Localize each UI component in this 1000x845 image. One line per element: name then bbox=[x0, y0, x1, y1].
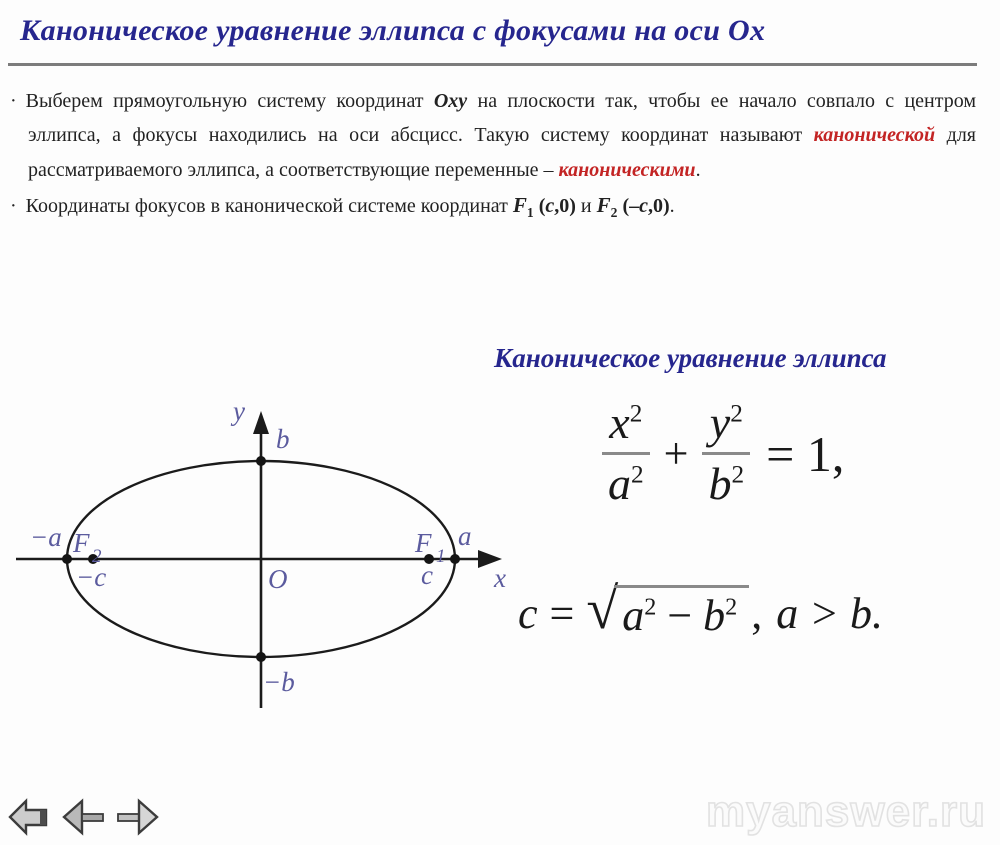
b-top-label: b bbox=[276, 424, 290, 454]
c-variable: c bbox=[518, 588, 538, 638]
previous-arrow-tail bbox=[82, 814, 103, 821]
vertex-bottom-dot bbox=[256, 652, 266, 662]
denominator-b-squared: $b^2$ bbox=[708, 458, 745, 510]
slide-title: Каноническое уравнение эллипса с фокусами на оси Ox bbox=[20, 14, 766, 47]
a-right-label: a bbox=[458, 521, 472, 551]
text-segment: Выберем прямоугольную систему координат bbox=[25, 90, 434, 112]
minus-b-label: −b bbox=[263, 667, 295, 697]
fraction-bar bbox=[602, 452, 650, 455]
watermark: myanswer.ru bbox=[705, 787, 986, 836]
x-axis-label: x bbox=[494, 563, 506, 593]
oxy-variable: Oxy bbox=[433, 90, 468, 112]
paragraph-foci-coordinates bbox=[10, 187, 976, 224]
back-block-arrow-button[interactable] bbox=[8, 798, 52, 838]
text-segment: на плоскости так, чтобы ее начало совпало с центром эллипса, а фокусы находились на оси абсцисс. Такую систему координат называют bbox=[28, 90, 976, 147]
text-segment: ,0) bbox=[554, 195, 576, 218]
vertex-right-dot bbox=[450, 554, 460, 564]
equation-heading: Каноническое уравнение эллипса bbox=[494, 343, 887, 373]
text-segment: . bbox=[669, 195, 675, 218]
vertex-top-dot bbox=[256, 456, 266, 466]
focus-f2-subscript: 2 bbox=[92, 546, 102, 567]
focus-f1-subscript: 1 bbox=[436, 546, 446, 567]
numerator-x-squared: $x^2$ bbox=[609, 397, 643, 448]
fraction-x-over-a bbox=[602, 399, 650, 509]
text-segment: (– bbox=[617, 195, 640, 218]
radical-sign: √ bbox=[586, 576, 619, 641]
square-root bbox=[586, 576, 749, 641]
equation-rhs: = 1, bbox=[766, 425, 845, 482]
canonical-ellipse-equation bbox=[598, 399, 844, 509]
title-underline bbox=[8, 63, 977, 66]
comma: , bbox=[751, 588, 763, 638]
next-slide-button[interactable] bbox=[116, 798, 160, 838]
navigation-bar bbox=[8, 798, 160, 838]
text-segment: Координаты фокусов в канонической системе координат bbox=[25, 195, 513, 218]
c-variable: c bbox=[545, 195, 555, 218]
vertex-left-dot bbox=[62, 554, 72, 564]
c-right-label: c bbox=[421, 560, 433, 590]
origin-label: O bbox=[268, 564, 288, 594]
minus-c-label: −c bbox=[76, 562, 107, 592]
focal-distance-equation bbox=[518, 576, 883, 641]
y-axis-label: y bbox=[233, 398, 245, 426]
condition-a-greater-b: a > b. bbox=[776, 588, 883, 638]
focus-f1-label: F bbox=[415, 528, 432, 558]
focus-f1-symbol: F bbox=[512, 193, 527, 218]
minus-a-label: −a bbox=[30, 522, 62, 552]
numerator-y-squared: $y^2$ bbox=[709, 397, 743, 448]
y-axis-arrowhead-icon bbox=[253, 411, 269, 434]
text-segment: . bbox=[695, 158, 701, 181]
equals-sign: = bbox=[549, 588, 575, 638]
radicand-a2-minus-b2: $a^2 - b^2$ bbox=[614, 585, 749, 641]
fraction-y-over-b bbox=[702, 399, 750, 509]
definition-text bbox=[10, 84, 976, 225]
plus-sign: + bbox=[663, 429, 689, 479]
denominator-a-squared: $a^2$ bbox=[608, 458, 644, 510]
previous-slide-button[interactable] bbox=[62, 798, 106, 838]
text-segment: и bbox=[575, 195, 597, 218]
focus-f2-symbol: F bbox=[596, 193, 611, 218]
term-canonical: канонической bbox=[813, 124, 936, 147]
fraction-bar bbox=[702, 452, 750, 455]
back-block-arrow-shade bbox=[40, 810, 46, 825]
focus-f2-label: F bbox=[73, 528, 90, 558]
next-arrow-tail bbox=[118, 814, 139, 821]
text-segment: ( bbox=[533, 195, 546, 218]
text-segment: ,0) bbox=[648, 195, 670, 218]
focus-f2-subscript: 2 bbox=[610, 205, 618, 221]
bullet-dot: · bbox=[10, 195, 17, 218]
previous-arrow-icon bbox=[64, 801, 82, 833]
c-variable: c bbox=[639, 195, 648, 218]
term-canonical-variables: каноническими bbox=[558, 158, 696, 181]
text-segment: для рассматриваемого эллипса, а соответствующие переменные – bbox=[28, 124, 976, 181]
next-arrow-icon bbox=[139, 801, 157, 833]
ellipse-diagram bbox=[10, 398, 520, 718]
bullet-dot: · bbox=[10, 90, 17, 112]
paragraph-coordinate-system bbox=[10, 84, 976, 187]
focus-f1-subscript: 1 bbox=[526, 205, 534, 221]
